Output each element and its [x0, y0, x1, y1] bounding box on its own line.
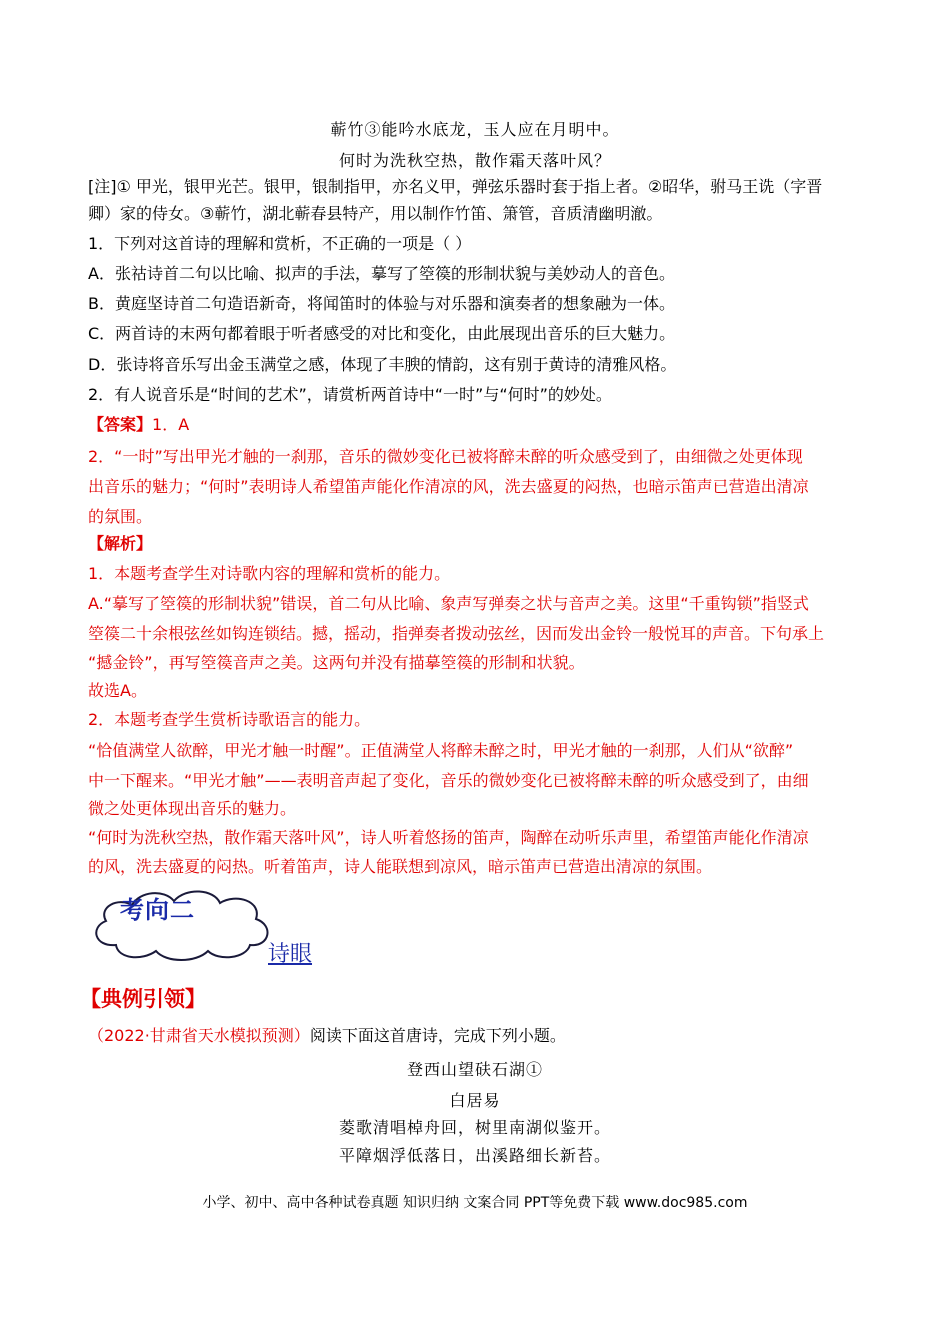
analysis-line: “恰值满堂人欲醉，甲光才触一时醒”。正值满堂人将醉未醉之时，甲光才触的一刹那，人们从“欲醉”: [88, 741, 794, 760]
analysis-label: 【解析】: [88, 534, 153, 553]
example-poem-title: 登西山望砆石湖①: [406, 1060, 543, 1079]
analysis-line: 中一下醒来。“甲光才触”——表明音声起了变化，音乐的微妙变化已被将醉未醉的听众感受到了，由细: [88, 771, 809, 790]
section-title[interactable]: 诗眼: [268, 942, 313, 967]
example-source: （2022·甘肃省天水模拟预测）: [88, 1026, 310, 1045]
section-badge: 考向二: [120, 895, 195, 924]
example-intro: 阅读下面这首唐诗，完成下列小题。: [309, 1026, 566, 1045]
page-footer: 小学、初中、高中各种试卷真题 知识归纳 文案合同 PPT等免费下载 www.doc985.com: [202, 1195, 748, 1211]
poem-line-1: 蕲竹③能吟水底龙，玉人应在月明中。: [330, 120, 620, 139]
poem-line-2: 何时为洗秋空热，散作霜天落叶风？: [338, 151, 611, 170]
example-intro-row: [88, 1026, 878, 1046]
option-a: A．张祜诗首二句以比喻、拟声的手法，摹写了箜篌的形制状貌与美妙动人的音色。: [88, 264, 675, 283]
option-b: B．黄庭坚诗首二句造语新奇，将闻笛时的体验与对乐器和演奏者的想象融为一体。: [88, 294, 675, 313]
analysis-line: A.“摹写了箜篌的形制状貌”错误，首二句从比喻、象声写弹奏之状与音声之美。这里“千重钩锁”指竖式: [88, 594, 809, 613]
example-poem-author: 白居易: [449, 1091, 501, 1110]
notes-line-1: [注]① 甲光，银甲光芒。银甲，银制指甲，亦名义甲，弹弦乐器时套于指上者。②昭华，驸马王诜（字晋: [88, 177, 823, 196]
answer-row: [88, 415, 878, 435]
answer-2-line-1: 2．“一时”写出甲光才触的一刹那，音乐的微妙变化已被将醉未醉的听众感受到了，由细微之处更体现: [88, 447, 803, 466]
question-1-stem: 1．下列对这首诗的理解和赏析，不正确的一项是（ ）: [88, 234, 472, 253]
answer-2-line-3: 的氛围。: [88, 507, 153, 526]
analysis-line: 故选A。: [88, 681, 147, 700]
example-poem-line-2: 平障烟浮低落日，出溪路细长新苔。: [338, 1146, 611, 1165]
option-c: C．两首诗的末两句都着眼于听者感受的对比和变化，由此展现出音乐的巨大魅力。: [88, 324, 676, 343]
analysis-line: 微之处更体现出音乐的魅力。: [88, 799, 297, 818]
example-heading: 【典例引领】: [80, 987, 206, 1011]
question-2: 2．有人说音乐是“时间的艺术”，请赏析两首诗中“一时”与“何时”的妙处。: [88, 385, 612, 404]
analysis-line: 的风，洗去盛夏的闷热。听着笛声，诗人能联想到凉风，暗示笛声已营造出清凉的氛围。: [88, 857, 713, 876]
answer-2-line-2: 出音乐的魅力；“何时”表明诗人希望笛声能化作清凉的风，洗去盛夏的闷热，也暗示笛声已营造出清凉: [88, 477, 809, 496]
notes-line-2: 卿）家的侍女。③蕲竹，湖北蕲春县特产，用以制作竹笛、箫管，音质清幽明澈。: [88, 204, 663, 223]
example-poem-line-1: 菱歌清唱棹舟回，树里南湖似鉴开。: [338, 1118, 611, 1137]
answer-label: 【答案】: [88, 415, 153, 434]
analysis-line: 箜篌二十余根弦丝如钩连锁结。撼，摇动，指弹奏者拨动弦丝，因而发出金铃一般悦耳的声音。下句承上: [88, 624, 825, 643]
option-d: D．张诗将音乐写出金玉满堂之感，体现了丰腴的情韵，这有别于黄诗的清雅风格。: [88, 355, 677, 374]
analysis-line: “何时为洗秋空热，散作霜天落叶风”，诗人听着悠扬的笛声，陶醉在动听乐声里，希望笛声能化作清凉: [88, 828, 809, 847]
analysis-line: “撼金铃”，再写箜篌音声之美。这两句并没有描摹箜篌的形制和状貌。: [88, 653, 585, 672]
answer-1: 1．A: [152, 415, 190, 434]
analysis-line: 2．本题考查学生赏析诗歌语言的能力。: [88, 710, 371, 729]
analysis-line: 1．本题考查学生对诗歌内容的理解和赏析的能力。: [88, 564, 451, 583]
